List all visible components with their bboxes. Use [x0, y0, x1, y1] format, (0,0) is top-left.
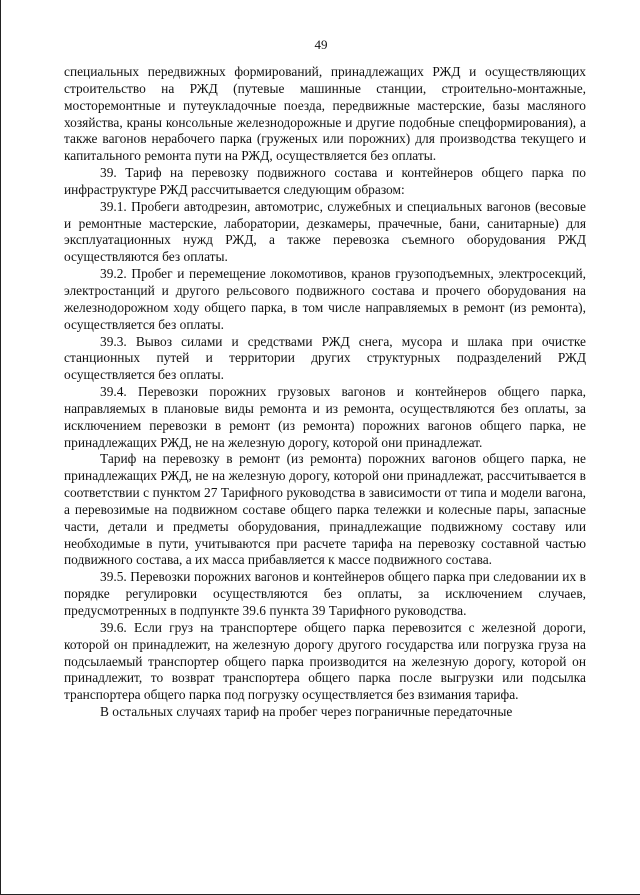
- document-body: [64, 64, 586, 721]
- page-number: 49: [314, 37, 328, 52]
- paragraph-39-2: 39.2. Пробег и перемещение локомотивов, кранов грузоподъемных, электросекций, электростанций и другого рельсового подвижного состава и прочего оборудования на железнодорожном ходу общего парка, в том числе направляемых в ремонт (из ремонта), осуществляется без оплаты.: [64, 266, 586, 332]
- paragraph-39-5: 39.5. Перевозки порожних вагонов и контейнеров общего парка при следовании их в порядке регулировки осуществляются без оплаты, за исключением случаев, предусмотренных в подпункте 39.6 пункта 39 Тарифного руководства.: [64, 569, 586, 618]
- paragraph-39-4: 39.4. Перевозки порожних грузовых вагонов и контейнеров общего парка, направляемых в плановые виды ремонта и из ремонта, осуществляются без оплаты, за исключением перевозки в ремонт (из ремонта) порожних вагонов общего парка, не принадлежащих РЖД, не на железную дорогу, которой они принадлежат.: [64, 384, 586, 450]
- paragraph-39-3: 39.3. Вывоз силами и средствами РЖД снега, мусора и шлака при очистке станционных путей и территории других структурных подразделений РЖД осуществляется без оплаты.: [64, 333, 586, 383]
- paragraph-39: 39. Тариф на перевозку подвижного состава и контейнеров общего парка по инфраструктуре РЖД рассчитывается следующим образом:: [64, 165, 586, 197]
- paragraph-39-4-tariff: Тариф на перевозку в ремонт (из ремонта) порожних вагонов общего парка, не принадлежащих РЖД, не на железную дорогу, которой они принадлежат, рассчитывается в соответствии с пунктом 27 Тарифного руководства в зависимости от типа и модели вагона, а перевозимые на подвижном составе общего парка тележки и колесные пары, запасные части, детали и предметы оборудования, принадлежащие подвижному составу или необходимые в пути, учитываются при расчете тарифа на перевозку составной частью подвижного состава, а их масса прибавляется к массе подвижного состава.: [64, 451, 586, 568]
- paragraph-other-cases: В остальных случаях тариф на пробег через пограничные передаточные: [100, 704, 513, 720]
- paragraph-continuation: специальных передвижных формирований, принадлежащих РЖД и осуществляющих строительство на РЖД (путевые машинные станции, строительно-монтажные, мосторемонтные и путеукладочные поезда, передвижные мастерские, базы масляного хозяйства, краны консольные железнодорожные и другие подобные спецформирования), а также вагонов нерабочего парка (груженых или порожних) для производства текущего и капитального ремонта пути на РЖД, осуществляется без оплаты.: [64, 64, 586, 164]
- paragraph-39-6: 39.6. Если груз на транспортере общего парка перевозится с железной дороги, которой он принадлежит, на железную дорогу другого государства или погрузка груза на подсылаемый транспортер общего парка производится на железную дорогу, которой он принадлежит, то возврат транспортера общего парка после выгрузки или подсылка транспортера общего парка под погрузку осуществляется без взимания тарифа.: [64, 619, 586, 703]
- paragraph-39-1: 39.1. Пробеги автодрезин, автомотрис, служебных и специальных вагонов (весовые и ремонтные мастерские, лаборатории, дезкамеры, прачечные, бани, санитарные) для эксплуатационных нужд РЖД, а также перевозка съемного оборудования РЖД осуществляются без оплаты.: [64, 198, 586, 265]
